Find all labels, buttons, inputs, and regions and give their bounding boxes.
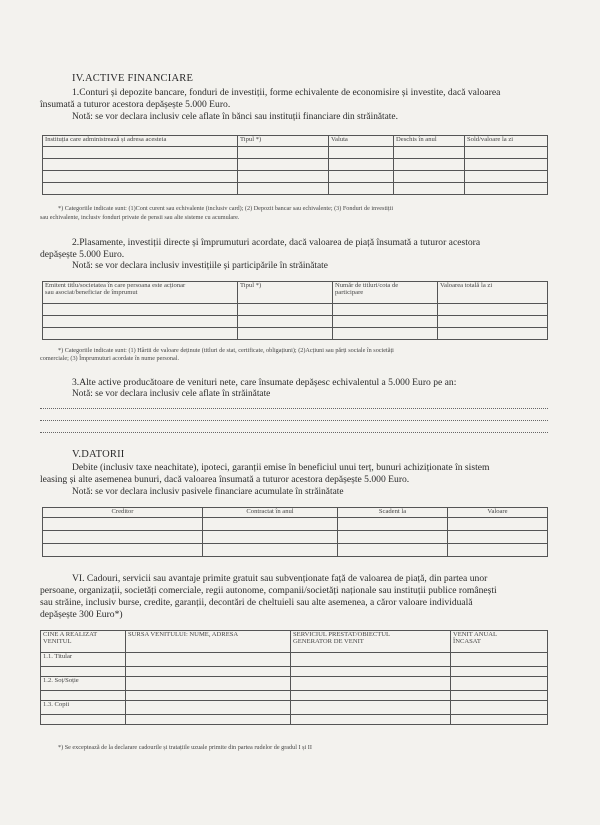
section-vi-p-line3: sau străine, inclusiv burse, credite, garanții, decontări de cheltuieli sau alte asemenea, a căror valoare individuală bbox=[40, 597, 473, 608]
section-iv-note2: Notă: se vor declara inclusiv investițiile și participările în străinătate bbox=[72, 261, 328, 271]
debts-table bbox=[42, 507, 548, 557]
dotted-line bbox=[40, 420, 548, 421]
section-iv-p1-line2: însumată a tuturor acestora depășește 5.000 Euro. bbox=[40, 99, 231, 110]
footnote-2-line2: comerciale; (3) Împrumuturi acordate în nume personal. bbox=[40, 355, 179, 362]
table-row bbox=[43, 328, 548, 340]
col-total-value: Valoarea totală la zi bbox=[438, 282, 548, 304]
col-source: SURSA VENITULUI: NUME, ADRESA bbox=[126, 631, 291, 653]
col-contracted: Contractat în anul bbox=[203, 508, 338, 518]
table-row bbox=[43, 531, 548, 544]
gifts-table bbox=[40, 630, 548, 725]
table-row: 1.3. Copii bbox=[41, 701, 548, 715]
section-vi-p-line4: depășește 300 Euro*) bbox=[40, 609, 123, 620]
section-iv-note1: Notă: se vor declara inclusiv cele aflate în bănci sau instituții financiare din străinătate. bbox=[72, 112, 398, 122]
section-v-note: Notă: se vor declara inclusiv pasivele financiare acumulate în străinătate bbox=[72, 487, 344, 497]
footnote-1-line1: *) Categoriile indicate sunt: (1)Cont curent sau echivalente (inclusiv card); (2) Depozit bancar sau echivalente; (3) Fonduri de investiții bbox=[58, 205, 394, 212]
col-type: Tipul *) bbox=[238, 282, 333, 304]
col-type: Tipul *) bbox=[238, 136, 329, 147]
table-row bbox=[43, 147, 548, 159]
section-iv-p3: 3.Alte active producătoare de venituri nete, care însumate depășesc echivalentul a 5.000 Euro pe an: bbox=[72, 377, 457, 388]
table-row: 1.1. Titular bbox=[41, 653, 548, 667]
section-v-p-line1: Debite (inclusiv taxe neachitate), ipoteci, garanții emise în beneficiul unui terț, bunuri achiziționate în sistem bbox=[72, 462, 490, 473]
table-row bbox=[43, 159, 548, 171]
table-row bbox=[41, 667, 548, 677]
section-v-title: V.DATORII bbox=[72, 449, 125, 460]
table-header-row bbox=[43, 136, 548, 147]
col-balance: Sold/valoare la zi bbox=[465, 136, 548, 147]
table-header-row bbox=[43, 508, 548, 518]
table-row: 1.2. Soț/Soție bbox=[41, 677, 548, 691]
investments-table bbox=[42, 281, 548, 340]
section-vi-p-line2: persoane, organizații, societăți comerciale, regii autonome, companii/societăți naționale sau instituții publice românești bbox=[40, 585, 497, 596]
col-institution: Instituția care administrează și adresa acesteia bbox=[43, 136, 238, 147]
col-service: SERVICIUL PRESTAT/OBIECTUL GENERATOR DE VENIT bbox=[291, 631, 451, 653]
col-creditor: Creditor bbox=[43, 508, 203, 518]
col-income: VENIT ANUAL ÎNCASAT bbox=[451, 631, 548, 653]
table-row bbox=[43, 518, 548, 531]
table-row bbox=[43, 544, 548, 557]
bank-accounts-table bbox=[42, 135, 548, 195]
col-who: CINE A REALIZAT VENITUL bbox=[41, 631, 126, 653]
table-row bbox=[43, 304, 548, 316]
section-vi-p-line1: VI. Cadouri, servicii sau avantaje primite gratuit sau subvenționate față de valoarea de piață, din partea unor bbox=[72, 573, 488, 584]
section-iv-p2-line2: depășește 5.000 Euro. bbox=[40, 249, 125, 260]
section-v-p-line2: leasing și alte asemenea bunuri, dacă valoarea însumată a tuturor acestora depășește 5.000 Euro. bbox=[40, 474, 410, 485]
dotted-line bbox=[40, 408, 548, 409]
table-row bbox=[43, 183, 548, 195]
col-due: Scadent la bbox=[338, 508, 448, 518]
section-iv-note3: Notă: se vor declara inclusiv cele aflate în străinătate bbox=[72, 389, 271, 399]
section-iv-p1-line1: 1.Conturi și depozite bancare, fonduri de investiții, forme echivalente de economisire și investite, dacă valoarea bbox=[72, 87, 501, 98]
col-currency: Valuta bbox=[329, 136, 394, 147]
section-iv-p2-line1: 2.Plasamente, investiții directe și împrumuturi acordate, dacă valoarea de piață însumată a tuturor acestora bbox=[72, 237, 481, 248]
footnote-1-line2: sau echivalente, inclusiv fonduri private de pensii sau alte sisteme cu acumulare. bbox=[40, 214, 240, 221]
table-header-row bbox=[43, 282, 548, 304]
table-row bbox=[43, 171, 548, 183]
footnote-3: *) Se exceptează de la declarare cadourile și tratațiile uzuale primite din partea rudelor de gradul I și II bbox=[58, 744, 312, 751]
section-iv-title: IV.ACTIVE FINANCIARE bbox=[72, 73, 194, 84]
col-shares: Număr de titluri/cota de participare bbox=[333, 282, 438, 304]
dotted-line bbox=[40, 432, 548, 433]
col-value: Valoare bbox=[448, 508, 548, 518]
footnote-2-line1: *) Categoriile indicate sunt: (1) Hârtii de valoare deținute (titluri de stat, certificate, obligațiuni); (2)Acțiuni sau părți sociale în societăți bbox=[58, 347, 394, 354]
table-row bbox=[43, 316, 548, 328]
table-header-row bbox=[41, 631, 548, 653]
table-row bbox=[41, 691, 548, 701]
table-row bbox=[41, 715, 548, 725]
col-issuer: Emitent titlu/societatea în care persoana este acționar sau asociat/beneficiar de împrumut bbox=[43, 282, 238, 304]
col-opened: Deschis în anul bbox=[394, 136, 465, 147]
